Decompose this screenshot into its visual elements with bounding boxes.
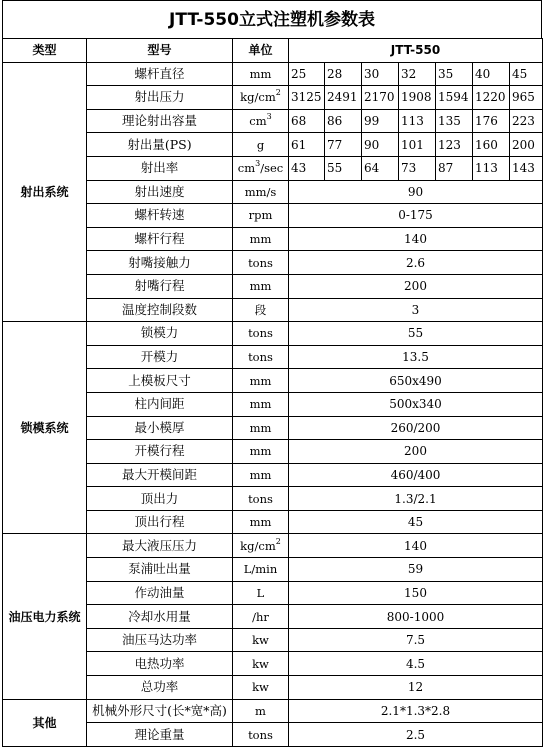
param-value: 3 — [289, 298, 543, 322]
unit-base: tons — [248, 350, 273, 365]
param-value: 223 — [510, 109, 543, 133]
param-value: 135 — [436, 109, 473, 133]
unit-base: kg/cm — [240, 538, 276, 553]
unit-base: 段 — [254, 302, 267, 317]
unit-superscript: 2 — [275, 536, 281, 546]
param-name: 射出率 — [87, 156, 233, 180]
param-value: 61 — [289, 133, 325, 157]
param-value: 99 — [362, 109, 399, 133]
param-name: 最大开模间距 — [87, 463, 233, 487]
param-unit — [233, 133, 289, 157]
param-value: 0-175 — [289, 204, 543, 228]
param-unit — [233, 62, 289, 86]
param-value: 1908 — [399, 86, 436, 110]
param-value: 150 — [289, 581, 543, 605]
param-value: 650x490 — [289, 369, 543, 393]
param-value: 2.1*1.3*2.8 — [289, 699, 543, 723]
param-value: 1594 — [436, 86, 473, 110]
param-value: 113 — [473, 156, 510, 180]
unit-base: kg/cm — [240, 90, 276, 105]
param-name: 射出量(PS) — [87, 133, 233, 157]
unit-base: kw — [252, 656, 269, 671]
param-unit — [233, 416, 289, 440]
param-unit — [233, 463, 289, 487]
param-unit — [233, 510, 289, 534]
param-value: 140 — [289, 227, 543, 251]
param-value: 90 — [362, 133, 399, 157]
param-value: 2170 — [362, 86, 399, 110]
unit-base: mm — [249, 232, 272, 247]
unit-base: /hr — [252, 609, 269, 624]
param-unit — [233, 345, 289, 369]
header-machine: JTT-550 — [289, 39, 543, 63]
unit-base: tons — [248, 491, 273, 506]
param-unit — [233, 534, 289, 558]
unit-base: mm — [249, 515, 272, 530]
unit-base: mm — [249, 66, 272, 81]
unit-base: mm — [249, 279, 272, 294]
param-unit — [233, 180, 289, 204]
param-value: 965 — [510, 86, 543, 110]
unit-base: g — [256, 137, 265, 152]
category-hydraulic: 油压电力系统 — [3, 534, 87, 699]
param-name: 理论重量 — [87, 723, 233, 747]
unit-base: cm — [237, 161, 256, 176]
param-name: 顶出行程 — [87, 510, 233, 534]
param-name: 射嘴行程 — [87, 274, 233, 298]
header-row — [3, 39, 543, 63]
category-other: 其他 — [3, 699, 87, 746]
param-name: 锁模力 — [87, 322, 233, 346]
param-value: 87 — [436, 156, 473, 180]
param-unit — [233, 699, 289, 723]
param-value: 140 — [289, 534, 543, 558]
param-value: 30 — [362, 62, 399, 86]
param-name: 开模力 — [87, 345, 233, 369]
param-value: 143 — [510, 156, 543, 180]
param-value: 123 — [436, 133, 473, 157]
param-name: 理论射出容量 — [87, 109, 233, 133]
param-value: 200 — [289, 440, 543, 464]
param-value: 7.5 — [289, 628, 543, 652]
param-value: 28 — [325, 62, 362, 86]
unit-base: mm — [249, 420, 272, 435]
table-row — [3, 699, 543, 723]
param-unit — [233, 440, 289, 464]
param-value: 1220 — [473, 86, 510, 110]
unit-base: m — [255, 703, 266, 718]
param-unit — [233, 676, 289, 700]
param-unit — [233, 581, 289, 605]
unit-base: tons — [248, 326, 273, 341]
param-value: 35 — [436, 62, 473, 86]
param-name: 射嘴接触力 — [87, 251, 233, 275]
param-value: 12 — [289, 676, 543, 700]
unit-base: cm — [249, 114, 267, 129]
param-value: 2491 — [325, 86, 362, 110]
unit-superscript: 3 — [255, 159, 261, 169]
spec-table — [2, 38, 543, 747]
param-value: 113 — [399, 109, 436, 133]
unit-base: mm — [249, 397, 272, 412]
unit-base: mm/s — [244, 184, 277, 199]
param-name: 泵浦吐出量 — [87, 558, 233, 582]
param-value: 4.5 — [289, 652, 543, 676]
param-name: 上模板尺寸 — [87, 369, 233, 393]
param-name: 最大液压压力 — [87, 534, 233, 558]
unit-base: L — [256, 585, 265, 600]
unit-base: tons — [248, 727, 273, 742]
param-unit — [233, 392, 289, 416]
param-value: 59 — [289, 558, 543, 582]
param-value: 64 — [362, 156, 399, 180]
unit-base: rpm — [248, 208, 273, 223]
unit-suffix: /sec — [260, 161, 284, 176]
param-unit — [233, 652, 289, 676]
category-injection: 射出系统 — [3, 62, 87, 322]
page-title: JTT-550立式注塑机参数表 — [2, 0, 542, 38]
param-value: 200 — [510, 133, 543, 157]
param-value: 25 — [289, 62, 325, 86]
param-unit — [233, 109, 289, 133]
param-value: 800-1000 — [289, 605, 543, 629]
param-value: 101 — [399, 133, 436, 157]
param-value: 2.5 — [289, 723, 543, 747]
param-name: 油压马达功率 — [87, 628, 233, 652]
param-name: 最小模厚 — [87, 416, 233, 440]
unit-base: mm — [249, 467, 272, 482]
param-name: 螺杆行程 — [87, 227, 233, 251]
unit-superscript: 3 — [266, 112, 272, 122]
param-value: 2.6 — [289, 251, 543, 275]
param-name: 螺杆直径 — [87, 62, 233, 86]
param-unit — [233, 322, 289, 346]
param-unit — [233, 274, 289, 298]
param-name: 冷却水用量 — [87, 605, 233, 629]
param-name: 顶出力 — [87, 487, 233, 511]
param-value: 160 — [473, 133, 510, 157]
param-unit — [233, 156, 289, 180]
unit-base: kw — [252, 680, 269, 695]
param-value: 260/200 — [289, 416, 543, 440]
param-unit — [233, 227, 289, 251]
param-value: 500x340 — [289, 392, 543, 416]
param-value: 45 — [510, 62, 543, 86]
param-value: 200 — [289, 274, 543, 298]
param-unit — [233, 558, 289, 582]
param-value: 73 — [399, 156, 436, 180]
param-name: 作动油量 — [87, 581, 233, 605]
param-value: 43 — [289, 156, 325, 180]
param-unit — [233, 298, 289, 322]
param-name: 温度控制段数 — [87, 298, 233, 322]
table-row — [3, 62, 543, 86]
param-unit — [233, 86, 289, 110]
param-unit — [233, 628, 289, 652]
param-name: 柱内间距 — [87, 392, 233, 416]
table-row — [3, 534, 543, 558]
header-model: 型号 — [87, 39, 233, 63]
param-value: 68 — [289, 109, 325, 133]
param-unit — [233, 487, 289, 511]
param-value: 55 — [325, 156, 362, 180]
header-type: 类型 — [3, 39, 87, 63]
param-value: 13.5 — [289, 345, 543, 369]
param-name: 射出压力 — [87, 86, 233, 110]
header-unit: 单位 — [233, 39, 289, 63]
unit-base: L/min — [243, 562, 278, 577]
unit-superscript: 2 — [275, 88, 281, 98]
table-row — [3, 322, 543, 346]
param-unit — [233, 605, 289, 629]
param-value: 90 — [289, 180, 543, 204]
param-value: 3125 — [289, 86, 325, 110]
param-value: 86 — [325, 109, 362, 133]
unit-base: mm — [249, 373, 272, 388]
param-name: 开模行程 — [87, 440, 233, 464]
param-name: 总功率 — [87, 676, 233, 700]
param-unit — [233, 369, 289, 393]
param-unit — [233, 204, 289, 228]
param-value: 77 — [325, 133, 362, 157]
param-unit — [233, 723, 289, 747]
param-value: 40 — [473, 62, 510, 86]
unit-base: mm — [249, 444, 272, 459]
param-value: 32 — [399, 62, 436, 86]
param-value: 1.3/2.1 — [289, 487, 543, 511]
param-name: 电热功率 — [87, 652, 233, 676]
param-name: 螺杆转速 — [87, 204, 233, 228]
unit-base: kw — [252, 633, 269, 648]
param-value: 460/400 — [289, 463, 543, 487]
param-value: 176 — [473, 109, 510, 133]
param-value: 45 — [289, 510, 543, 534]
param-name: 射出速度 — [87, 180, 233, 204]
param-value: 55 — [289, 322, 543, 346]
param-unit — [233, 251, 289, 275]
unit-base: tons — [248, 255, 273, 270]
category-clamping: 锁模系统 — [3, 322, 87, 534]
param-name: 机械外形尺寸(长*宽*高) — [87, 699, 233, 723]
